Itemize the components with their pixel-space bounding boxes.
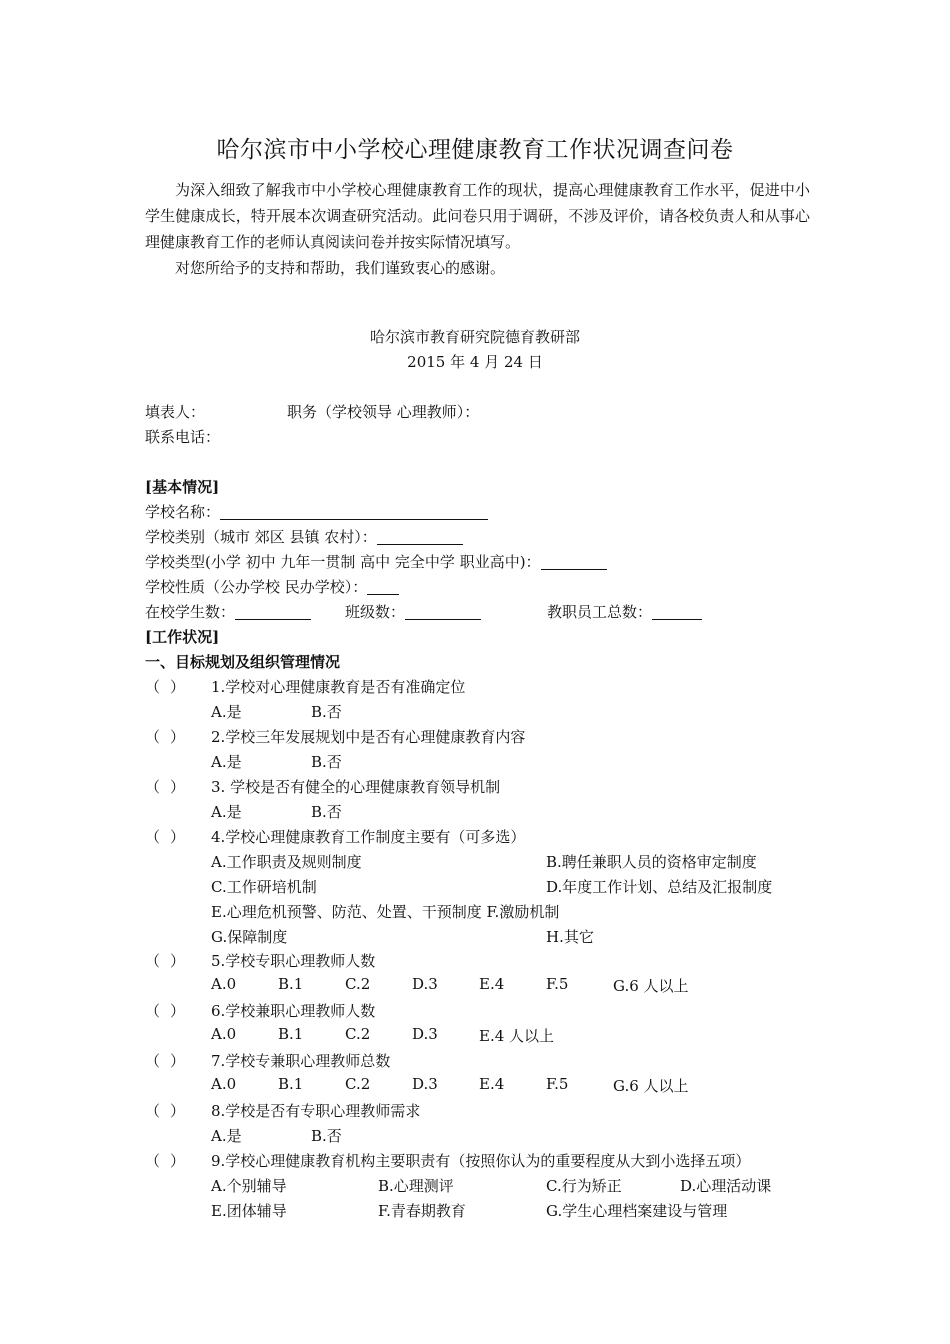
question-text: 1.学校对心理健康教育是否有准确定位 [211,678,466,696]
question-text: 7.学校专兼职心理教师总数 [211,1052,391,1070]
answer-blank[interactable]: （ ） [145,952,185,970]
class-count-row [345,601,481,622]
option: A.是 [211,753,242,771]
option: A.个别辅导 [211,1177,287,1195]
option: G.6 人以上 [613,1077,689,1095]
option: E.心理危机预警、防范、处置、干预制度 F.激励机制 [211,903,560,921]
intro-text [145,177,810,281]
option: A.0 [211,1075,237,1093]
option: E.4 [479,1075,505,1093]
answer-blank[interactable]: （ ） [145,828,185,846]
school-category-blank[interactable] [377,528,463,545]
question-text: 8.学校是否有专职心理教师需求 [211,1102,421,1120]
basic-heading: [基本情况] [145,478,220,496]
option: H.其它 [546,928,594,946]
option: E.4 [479,975,505,993]
option: A.0 [211,1025,237,1043]
school-name-blank[interactable] [220,503,488,520]
option: F.5 [546,975,569,993]
class-count-blank[interactable] [405,603,481,620]
school-type-blank[interactable] [541,553,607,570]
question-text: 5.学校专职心理教师人数 [211,952,376,970]
option: A.是 [211,1127,242,1145]
school-category-row [145,526,463,547]
option: B.否 [311,1127,342,1145]
option: G.6 人以上 [613,977,689,995]
intro-paragraph: 为深入细致了解我市中小学校心理健康教育工作的现状，提高心理健康教育工作水平，促进中小学生健康成长，特开展本次调查研究活动。此问卷只用于调研，不涉及评价，请各校负责人和从事心理健康教育工作的老师认真阅读问卷并按实际情况填写。 [145,181,810,251]
option: B.1 [278,975,304,993]
school-type-label: 学校类型(小学 初中 九年一贯制 高中 完全中学 职业高中)： [145,553,541,571]
staff-count-blank[interactable] [652,603,702,620]
option: D.3 [412,1025,438,1043]
option: A.是 [211,703,242,721]
school-nature-row [145,576,399,597]
option: B.心理测评 [378,1177,454,1195]
question-text: 4.学校心理健康教育工作制度主要有（可多选） [211,828,526,846]
option: D.心理活动课 [680,1177,772,1195]
filler-position-label: 职务（学校领导 心理教师）： [287,403,480,421]
question-text: 6.学校兼职心理教师人数 [211,1002,376,1020]
school-nature-blank[interactable] [367,578,399,595]
answer-blank[interactable]: （ ） [145,1052,185,1070]
answer-blank[interactable]: （ ） [145,1102,185,1120]
class-count-label: 班级数： [345,603,406,621]
option: C.2 [345,975,371,993]
option: C.2 [345,1025,371,1043]
option: C.行为矫正 [546,1177,622,1195]
work-heading: [工作状况] [145,628,220,646]
option: B.1 [278,1025,304,1043]
option: A.0 [211,975,237,993]
option: E.团体辅导 [211,1202,287,1220]
option: B.聘任兼职人员的资格审定制度 [546,853,757,871]
student-count-row [145,601,311,622]
school-type-row [145,551,607,572]
school-nature-label: 学校性质（公办学校 民办学校）： [145,578,368,596]
student-count-label: 在校学生数： [145,603,236,621]
document-title: 哈尔滨市中小学校心理健康教育工作状况调查问卷 [216,137,734,163]
option: F.5 [546,1075,569,1093]
option: A.工作职责及规则制度 [211,853,362,871]
filler-phone-label: 联系电话： [145,428,221,446]
staff-count-row [547,601,702,622]
question-text: 3. 学校是否有健全的心理健康教育领导机制 [211,778,501,796]
answer-blank[interactable]: （ ） [145,1152,185,1170]
answer-blank[interactable]: （ ） [145,678,185,696]
option: D.年度工作计划、总结及汇报制度 [546,878,773,896]
option: B.否 [311,803,342,821]
staff-count-label: 教职员工总数： [547,603,653,621]
school-name-label: 学校名称： [145,503,221,521]
option: G.保障制度 [211,928,288,946]
school-name-row [145,501,488,522]
answer-blank[interactable]: （ ） [145,778,185,796]
option: F.青春期教育 [378,1202,466,1220]
option: B.否 [311,753,342,771]
option: D.3 [412,975,438,993]
issuer: 哈尔滨市教育研究院德育教研部 [369,328,580,346]
issue-date: 2015 年 4 月 24 日 [407,353,543,371]
option: C.2 [345,1075,371,1093]
option: A.是 [211,803,242,821]
option: E.4 人以上 [479,1027,555,1045]
option: C.工作研培机制 [211,878,317,896]
question-text: 2.学校三年发展规划中是否有心理健康教育内容 [211,728,526,746]
option: D.3 [412,1075,438,1093]
filler-name-label: 填表人： [145,403,206,421]
student-count-blank[interactable] [235,603,311,620]
answer-blank[interactable]: （ ） [145,1002,185,1020]
section-1-heading: 一、目标规划及组织管理情况 [145,653,341,671]
answer-blank[interactable]: （ ） [145,728,185,746]
question-text: 9.学校心理健康教育机构主要职责有（按照你认为的重要程度从大到小选择五项） [211,1152,751,1170]
option: G.学生心理档案建设与管理 [546,1202,728,1220]
option: B.否 [311,703,342,721]
option: B.1 [278,1075,304,1093]
school-category-label: 学校类别（城市 郊区 县镇 农村）： [145,528,377,546]
intro-paragraph: 对您所给予的支持和帮助，我们谨致衷心的感谢。 [175,259,506,277]
